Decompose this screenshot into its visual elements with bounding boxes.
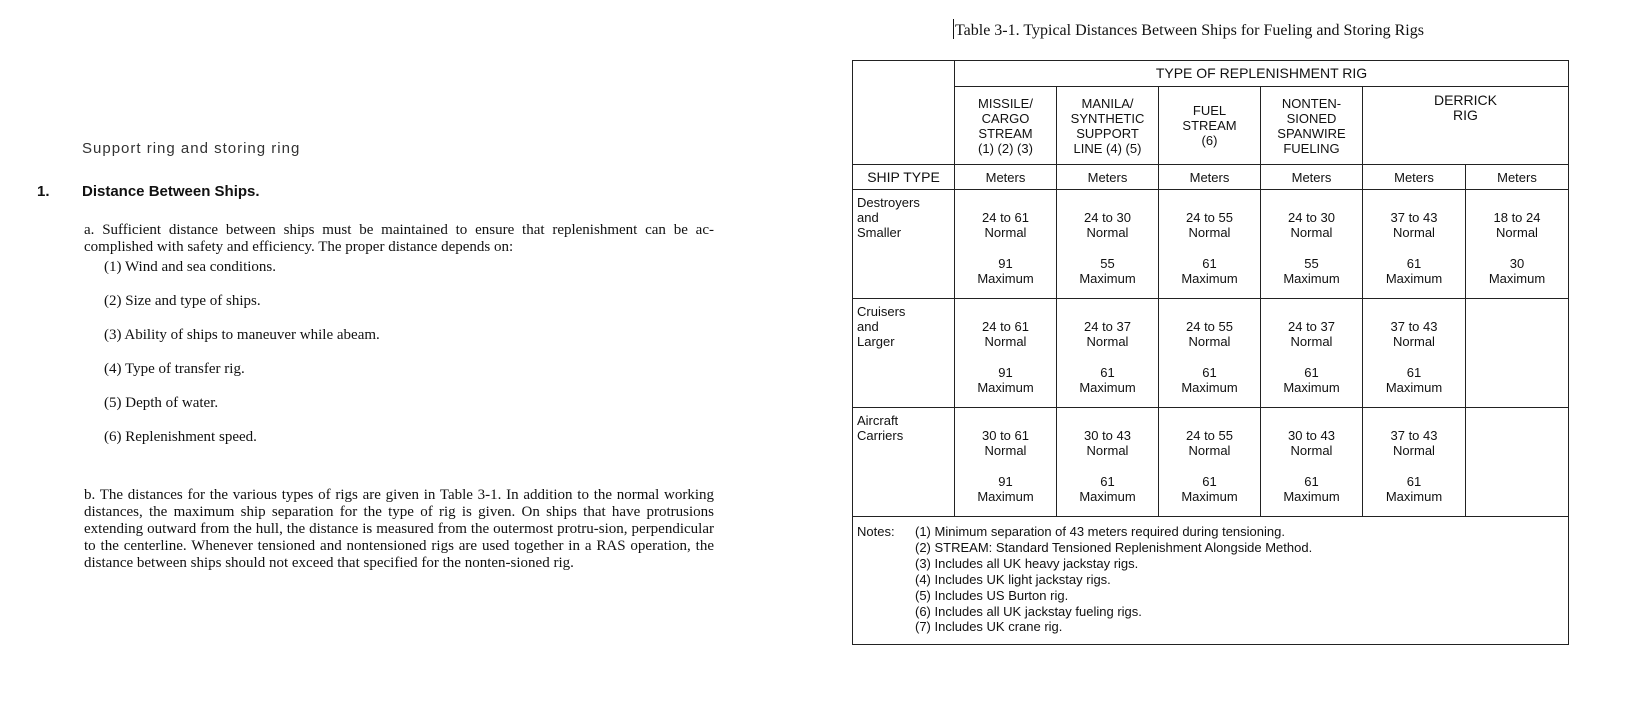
ship-type-cell: Aircraft Carriers bbox=[853, 408, 955, 517]
normal-value: 24 to 61 Normal bbox=[982, 319, 1029, 349]
unit-label: Meters bbox=[955, 165, 1057, 190]
paragraph-a: a. Sufficient distance between ships must be maintained to ensure that replenishment can be ac-complished with safety and efficiency. The proper distance depends on: bbox=[84, 222, 714, 255]
table-cell bbox=[1159, 190, 1261, 299]
table-cell bbox=[1466, 408, 1569, 517]
table-row bbox=[853, 299, 1569, 408]
table-caption-text: Table 3-1. Typical Distances Between Ships for Fueling and Storing Rigs bbox=[955, 22, 1424, 39]
max-value: 55 Maximum bbox=[1079, 256, 1136, 286]
table-cell bbox=[1363, 299, 1466, 408]
section-number: 1. bbox=[37, 183, 50, 200]
max-value: 61 Maximum bbox=[1283, 474, 1340, 504]
normal-value bbox=[1466, 408, 1568, 428]
list-item: (5) Depth of water. bbox=[104, 395, 219, 411]
table-cell bbox=[1159, 408, 1261, 517]
table-cell bbox=[1261, 299, 1363, 408]
notes-label: Notes: bbox=[857, 524, 895, 539]
max-value bbox=[1466, 319, 1568, 335]
list-item: (1) Wind and sea conditions. bbox=[104, 259, 277, 275]
column-header: DERRICK RIG bbox=[1363, 87, 1569, 165]
table-cell bbox=[955, 408, 1057, 517]
normal-value: 24 to 55 Normal bbox=[1186, 210, 1233, 240]
list-item: (2) Size and type of ships. bbox=[104, 293, 261, 309]
max-value: 61 Maximum bbox=[1385, 474, 1443, 504]
table-row bbox=[853, 190, 1569, 299]
normal-value: 24 to 37 Normal bbox=[1084, 319, 1131, 349]
max-value bbox=[1466, 428, 1568, 444]
table-caption bbox=[953, 19, 1424, 40]
table-cell bbox=[1466, 299, 1569, 408]
normal-value: 24 to 30 Normal bbox=[1084, 210, 1131, 240]
normal-value: 24 to 55 Normal bbox=[1186, 428, 1233, 458]
normal-value bbox=[1466, 299, 1568, 319]
max-value: 61 Maximum bbox=[1283, 365, 1340, 395]
table-cell bbox=[1363, 190, 1466, 299]
ship-type-header: SHIP TYPE bbox=[853, 165, 955, 190]
normal-value: 18 to 24 Normal bbox=[1493, 210, 1541, 240]
paragraph-b: b. The distances for the various types of rigs are given in Table 3-1. In addition to the normal working distances, the maximum ship separation for the type of rig is given. On ships that have protrusions extending outward from the hull, the distance is measured from the outermost protru-sion, perpendicular to the centerline. Whenever tensioned and nontensioned rigs are used together in a RAS operation, the distance between ships should not exceed that specified for the nonten-sioned rig. bbox=[84, 487, 714, 571]
header-corner bbox=[853, 61, 955, 165]
normal-value: 30 to 61 Normal bbox=[982, 428, 1029, 458]
unit-label: Meters bbox=[1159, 165, 1261, 190]
column-header: FUEL STREAM (6) bbox=[1159, 87, 1261, 165]
notes-list bbox=[915, 524, 1312, 635]
group-header: TYPE OF REPLENISHMENT RIG bbox=[955, 61, 1569, 87]
normal-value: 37 to 43 Normal bbox=[1390, 319, 1438, 349]
list-item: (6) Replenishment speed. bbox=[104, 429, 257, 445]
note-item: (7) Includes UK crane rig. bbox=[915, 619, 1063, 635]
table-row bbox=[853, 408, 1569, 517]
normal-value: 37 to 43 Normal bbox=[1390, 210, 1438, 240]
list-item: (3) Ability of ships to maneuver while abeam. bbox=[104, 327, 380, 343]
max-value: 61 Maximum bbox=[1385, 365, 1443, 395]
table-cell bbox=[1057, 408, 1159, 517]
table-cell bbox=[1261, 408, 1363, 517]
max-value: 91 Maximum bbox=[977, 256, 1034, 286]
table-cell bbox=[1057, 190, 1159, 299]
max-value: 91 Maximum bbox=[977, 365, 1034, 395]
note-item: (4) Includes UK light jackstay rigs. bbox=[915, 571, 1111, 587]
notes-cell bbox=[853, 517, 1569, 645]
replenishment-distance-table bbox=[852, 60, 1569, 645]
max-value: 91 Maximum bbox=[977, 474, 1034, 504]
table-cell bbox=[1159, 299, 1261, 408]
table-cell bbox=[1363, 408, 1466, 517]
unit-label: Meters bbox=[1466, 165, 1569, 190]
normal-value: 24 to 37 Normal bbox=[1288, 319, 1335, 349]
list-item: (4) Type of transfer rig. bbox=[104, 361, 245, 377]
normal-value: 37 to 43 Normal bbox=[1390, 428, 1438, 458]
max-value: 61 Maximum bbox=[1079, 474, 1136, 504]
unit-label: Meters bbox=[1261, 165, 1363, 190]
ship-type-cell: Destroyers and Smaller bbox=[853, 190, 955, 299]
unit-label: Meters bbox=[1363, 165, 1466, 190]
max-value: 30 Maximum bbox=[1488, 256, 1546, 286]
note-item: (6) Includes all UK jackstay fueling rigs. bbox=[915, 603, 1142, 619]
max-value: 61 Maximum bbox=[1181, 474, 1238, 504]
column-header: MISSILE/ CARGO STREAM (1) (2) (3) bbox=[955, 87, 1057, 165]
max-value: 61 Maximum bbox=[1181, 365, 1238, 395]
normal-value: 30 to 43 Normal bbox=[1084, 428, 1131, 458]
table-cell bbox=[955, 190, 1057, 299]
table-cell bbox=[1466, 190, 1569, 299]
max-value: 61 Maximum bbox=[1385, 256, 1443, 286]
normal-value: 24 to 30 Normal bbox=[1288, 210, 1335, 240]
note-item: (2) STREAM: Standard Tensioned Replenishment Alongside Method. bbox=[915, 539, 1313, 555]
note-item: (1) Minimum separation of 43 meters required during tensioning. bbox=[915, 524, 1285, 539]
max-value: 55 Maximum bbox=[1283, 256, 1340, 286]
table-cell bbox=[955, 299, 1057, 408]
table-cell bbox=[1057, 299, 1159, 408]
normal-value: 30 to 43 Normal bbox=[1288, 428, 1335, 458]
column-header: NONTEN- SIONED SPANWIRE FUELING bbox=[1261, 87, 1363, 165]
max-value: 61 Maximum bbox=[1079, 365, 1136, 395]
normal-value: 24 to 55 Normal bbox=[1186, 319, 1233, 349]
section-title: Distance Between Ships. bbox=[82, 183, 260, 200]
normal-value: 24 to 61 Normal bbox=[982, 210, 1029, 240]
note-item: (3) Includes all UK heavy jackstay rigs. bbox=[915, 555, 1139, 571]
text-cursor bbox=[953, 19, 954, 39]
note-item: (5) Includes US Burton rig. bbox=[915, 587, 1069, 603]
max-value: 61 Maximum bbox=[1181, 256, 1238, 286]
unit-label: Meters bbox=[1057, 165, 1159, 190]
table-cell bbox=[1261, 190, 1363, 299]
cut-off-heading: Support ring and storing ring bbox=[82, 140, 301, 157]
ship-type-cell: Cruisers and Larger bbox=[853, 299, 955, 408]
column-header: MANILA/ SYNTHETIC SUPPORT LINE (4) (5) bbox=[1057, 87, 1159, 165]
